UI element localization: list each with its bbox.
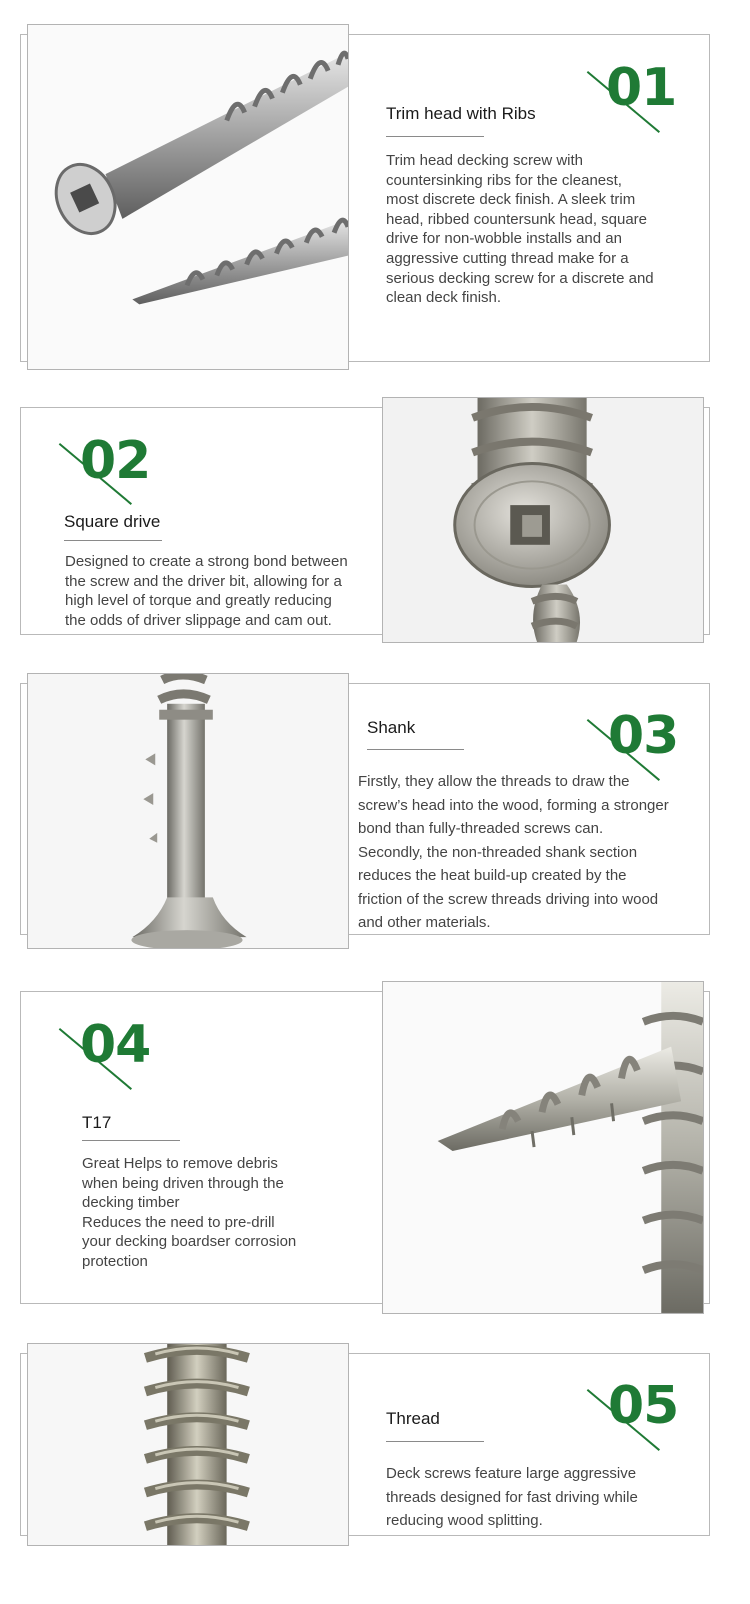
section-01-title: Trim head with Ribs	[386, 104, 536, 123]
section-01-photo	[27, 24, 349, 370]
desc-line: the odds of driver slippage and cam out.	[65, 611, 332, 629]
section-02-title: Square drive	[64, 512, 161, 531]
desc-line: Firstly, they allow the threads to draw the	[358, 773, 630, 790]
desc-line: Reduces the need to pre-drill	[82, 1213, 275, 1231]
section-05-title-underline	[386, 1441, 484, 1442]
desc-line: countersinking ribs for the cleanest,	[386, 171, 622, 189]
section-05-photo	[27, 1343, 349, 1546]
desc-line: the screw and the driver bit, allowing for a	[65, 572, 342, 590]
desc-line: bond than fully-threaded screws can.	[358, 820, 604, 837]
section-04-photo	[382, 981, 704, 1314]
section-02-number: 02	[80, 431, 151, 491]
section-02-title-underline	[64, 540, 162, 541]
desc-line: your decking boardser corrosion	[82, 1233, 297, 1251]
desc-line: reducing wood splitting.	[386, 1512, 543, 1529]
desc-line: and other materials.	[358, 914, 491, 931]
desc-line: protection	[82, 1252, 148, 1270]
thread-closeup-illustration	[28, 1344, 348, 1545]
section-03-description	[358, 770, 706, 935]
desc-line: Designed to create a strong bond between	[65, 553, 348, 570]
desc-line: threads designed for fast driving while	[386, 1488, 638, 1506]
section-01-title-underline	[386, 136, 484, 137]
desc-line: aggressive cutting thread make for a	[386, 249, 629, 267]
desc-line: most discrete deck finish. A sleek trim	[386, 191, 636, 209]
section-04-title: T17	[82, 1113, 112, 1132]
section-04-number: 04	[80, 1015, 151, 1075]
unthreaded-shank-illustration	[28, 674, 348, 948]
desc-line: serious decking screw for a discrete and	[386, 269, 654, 287]
desc-line: Secondly, the non-threaded shank section	[358, 843, 638, 861]
desc-line: clean deck finish.	[386, 289, 502, 307]
section-02-description	[65, 552, 381, 630]
section-03-photo	[27, 673, 349, 949]
section-01-description	[386, 151, 696, 308]
desc-line: reduces the heat build-up created by the	[358, 867, 627, 884]
section-03-title: Shank	[367, 718, 416, 737]
desc-line: head, ribbed countersunk head, square	[386, 210, 648, 228]
desc-line: Trim head decking screw with	[386, 152, 584, 169]
desc-line: friction of the screw threads driving into wood	[358, 890, 659, 908]
desc-line: screw’s head into the wood, forming a stronger	[358, 796, 669, 814]
desc-line: Great Helps to remove debris	[82, 1155, 278, 1172]
desc-line: drive for non-wobble installs and an	[386, 230, 622, 248]
section-05-title: Thread	[386, 1409, 440, 1428]
section-05-description	[386, 1462, 696, 1533]
section-03-number: 03	[608, 706, 679, 766]
desc-line: decking timber	[82, 1194, 180, 1212]
section-02-photo	[382, 397, 704, 643]
section-04-description	[82, 1154, 372, 1272]
desc-line: when being driven through the	[82, 1174, 284, 1192]
section-01-number: 01	[606, 58, 677, 118]
section-03-title-underline	[367, 749, 464, 750]
desc-line: high level of torque and greatly reducing	[65, 592, 332, 610]
section-04-title-underline	[82, 1140, 180, 1141]
square-drive-head-illustration	[383, 398, 703, 642]
screw-head-and-tip-illustration	[28, 25, 348, 369]
desc-line: Deck screws feature large aggressive	[386, 1465, 637, 1482]
t17-cutting-tip-illustration	[383, 982, 703, 1313]
section-05-number: 05	[608, 1376, 679, 1436]
